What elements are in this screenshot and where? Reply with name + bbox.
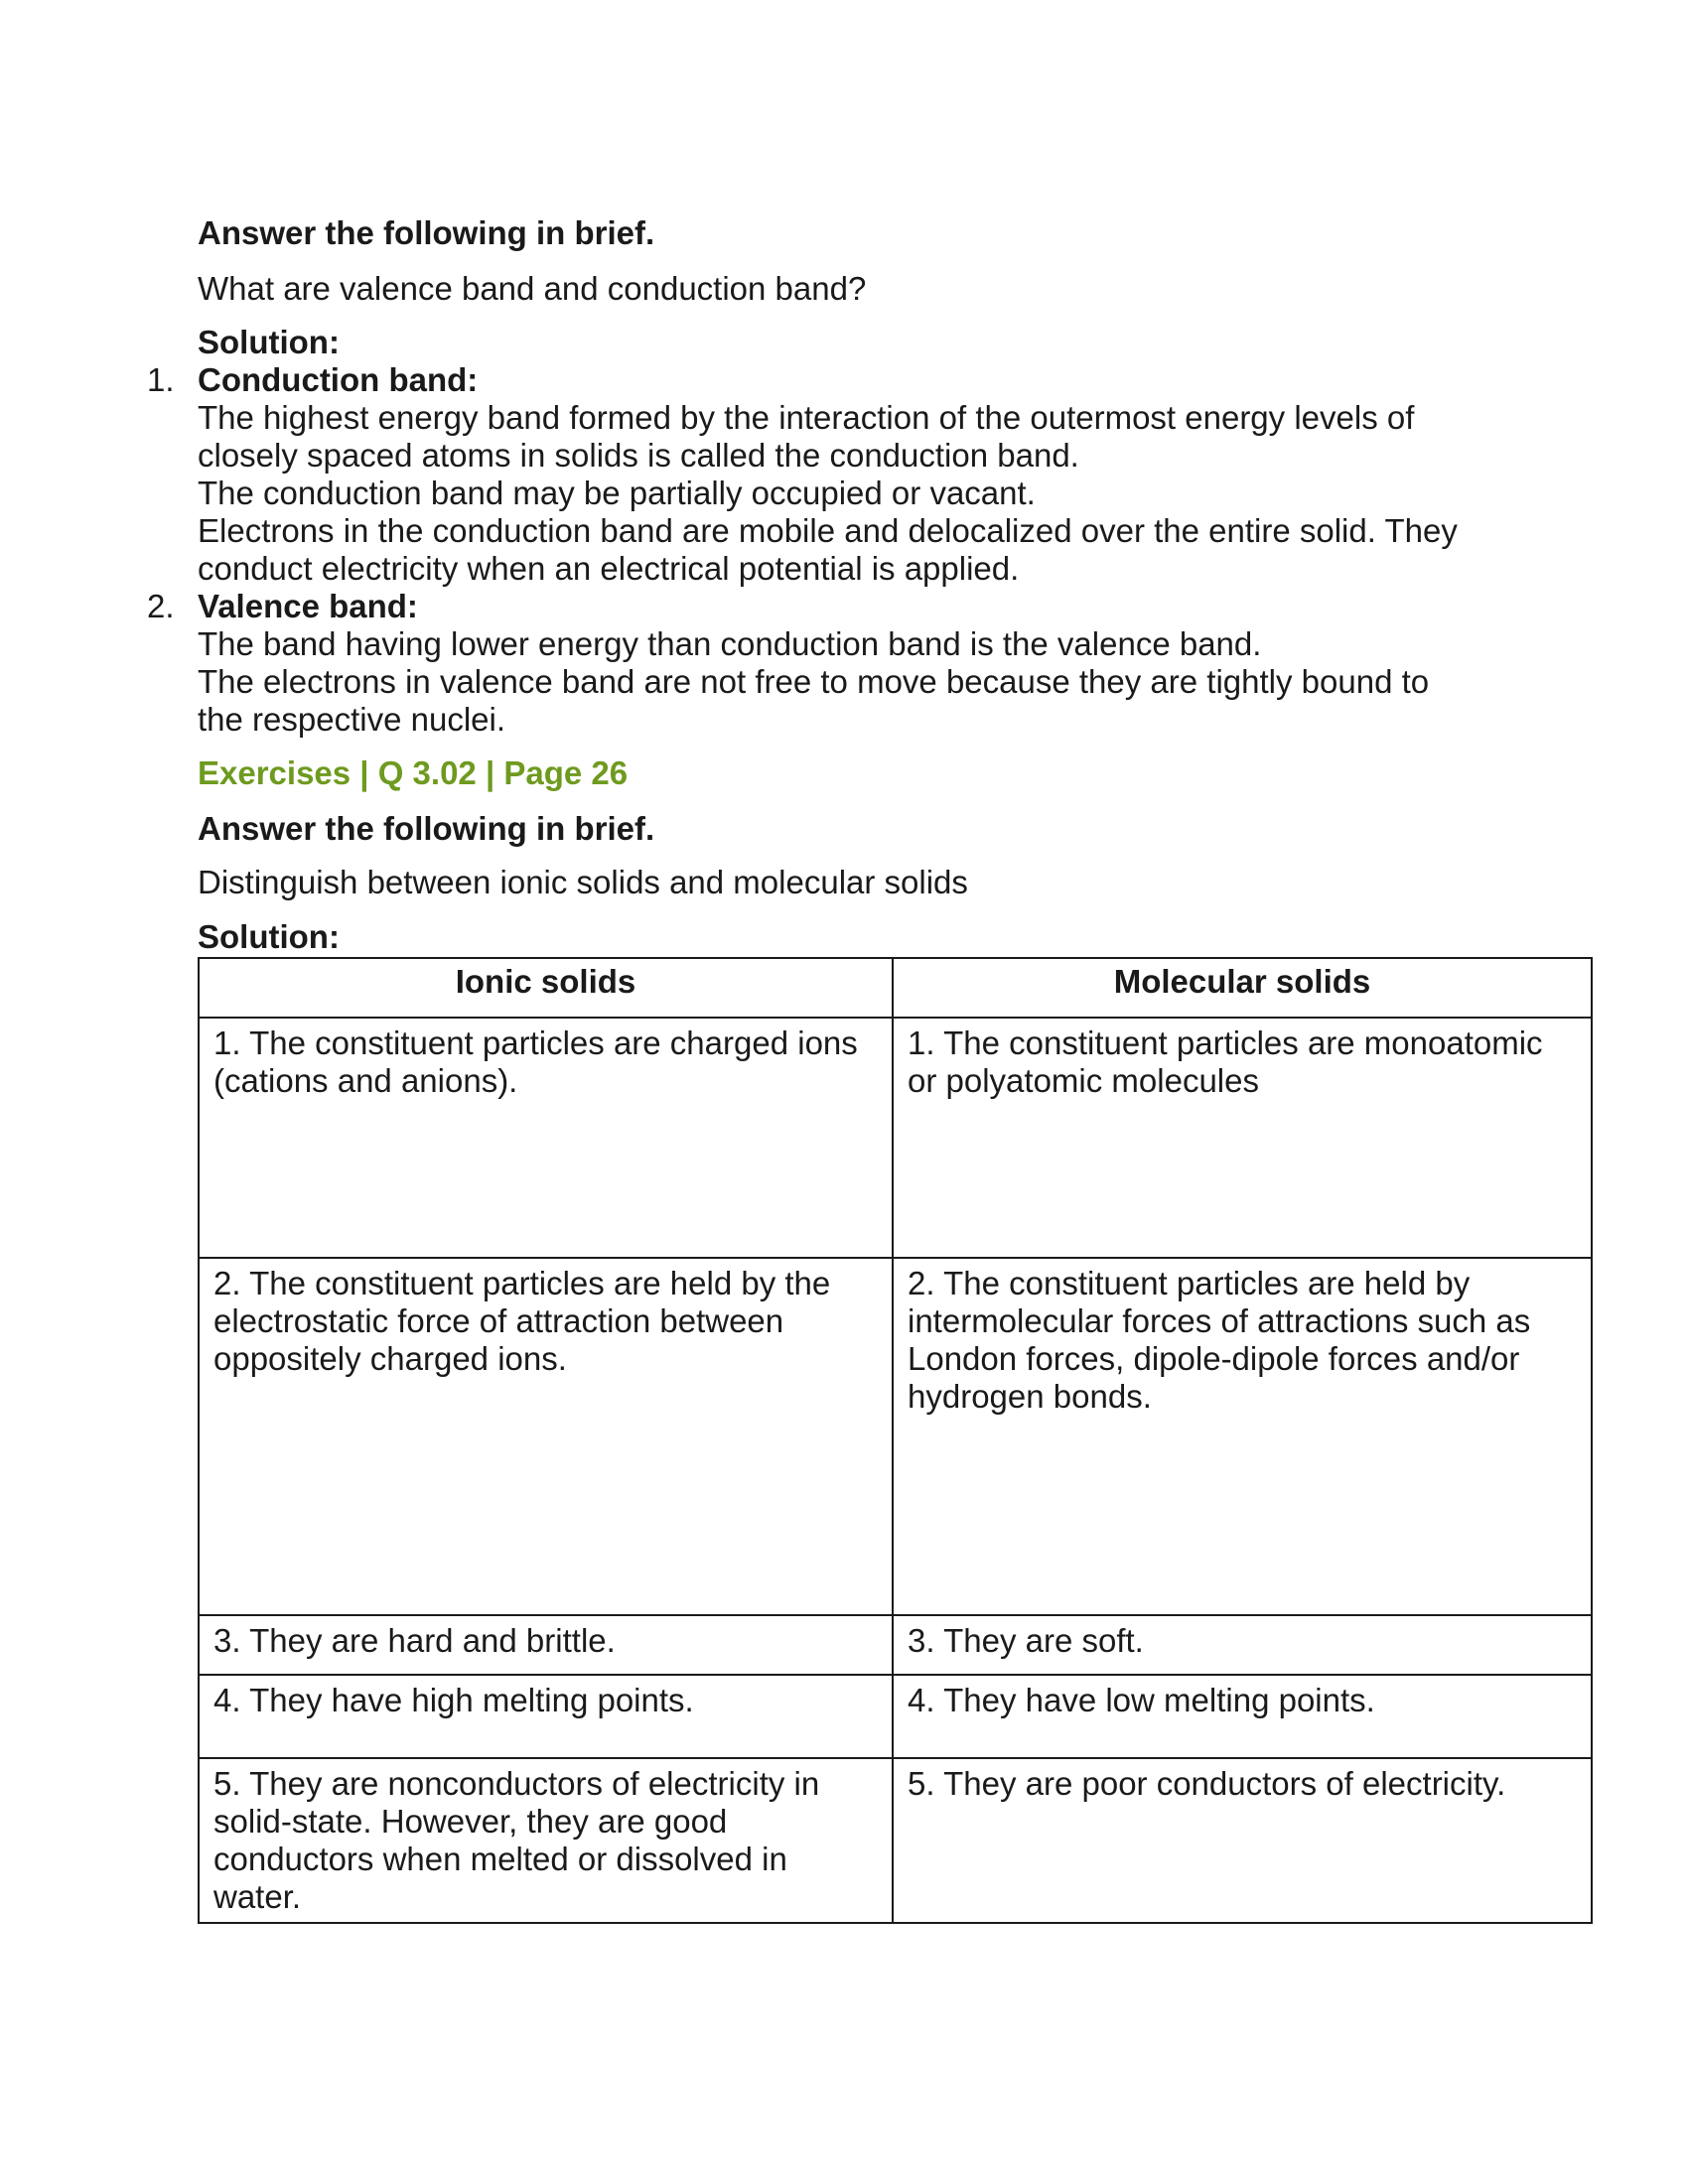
comparison-table bbox=[198, 957, 1593, 1924]
table-cell-ionic: 3. They are hard and brittle. bbox=[199, 1615, 893, 1675]
q1-item-1-title: Conduction band: bbox=[198, 361, 479, 398]
q1-item-2-line-2: The electrons in valence band are not free to move because they are tightly bound to bbox=[198, 663, 1430, 700]
table-row bbox=[199, 1675, 1592, 1758]
q1-item-1-line-5: conduct electricity when an electrical potential is applied. bbox=[198, 550, 1020, 587]
table-cell-molecular: 3. They are soft. bbox=[893, 1615, 1592, 1675]
q2-heading: Answer the following in brief. bbox=[198, 810, 655, 847]
table-row bbox=[199, 1615, 1592, 1675]
q1-solution-label: Solution: bbox=[198, 324, 340, 360]
header-ionic-solids: Ionic solids bbox=[199, 958, 893, 1018]
table-cell-ionic: 1. The constituent particles are charged ions (cations and anions). bbox=[199, 1018, 893, 1258]
table-cell-ionic: 2. The constituent particles are held by the electrostatic force of attraction between oppositely charged ions. bbox=[199, 1258, 893, 1615]
q1-item-1-line-1: The highest energy band formed by the interaction of the outermost energy levels of bbox=[198, 399, 1415, 436]
q1-item-1-line-4: Electrons in the conduction band are mobile and delocalized over the entire solid. They bbox=[198, 512, 1458, 549]
q1-item-1-line-3: The conduction band may be partially occupied or vacant. bbox=[198, 475, 1036, 511]
q2-reference-link[interactable]: Exercises | Q 3.02 | Page 26 bbox=[198, 754, 629, 791]
q1-item-1-line-2: closely spaced atoms in solids is called the conduction band. bbox=[198, 437, 1079, 474]
q1-heading: Answer the following in brief. bbox=[198, 214, 655, 251]
table-cell-molecular: 4. They have low melting points. bbox=[893, 1675, 1592, 1758]
q1-question: What are valence band and conduction band? bbox=[198, 270, 867, 307]
header-molecular-solids: Molecular solids bbox=[893, 958, 1592, 1018]
table-cell-molecular: 2. The constituent particles are held by intermolecular forces of attractions such as London forces, dipole-dipole forces and/or hydrogen bonds. bbox=[893, 1258, 1592, 1615]
q1-item-2-title: Valence band: bbox=[198, 588, 418, 624]
table-cell-ionic: 4. They have high melting points. bbox=[199, 1675, 893, 1758]
table-cell-ionic: 5. They are nonconductors of electricity in solid-state. However, they are good conductors when melted or dissolved in water. bbox=[199, 1758, 893, 1923]
table-row bbox=[199, 1018, 1592, 1258]
table-row bbox=[199, 1258, 1592, 1615]
q1-item-2-line-1: The band having lower energy than conduction band is the valence band. bbox=[198, 625, 1262, 662]
table-header-row bbox=[199, 958, 1592, 1018]
q1-item-2-number: 2. bbox=[147, 588, 175, 624]
q1-item-2-line-3: the respective nuclei. bbox=[198, 701, 506, 738]
table-cell-molecular: 1. The constituent particles are monoatomic or polyatomic molecules bbox=[893, 1018, 1592, 1258]
q2-solution-label: Solution: bbox=[198, 918, 340, 955]
q2-question: Distinguish between ionic solids and molecular solids bbox=[198, 864, 968, 900]
table-cell-molecular: 5. They are poor conductors of electricity. bbox=[893, 1758, 1592, 1923]
q1-item-1-number: 1. bbox=[147, 361, 175, 398]
table-row bbox=[199, 1758, 1592, 1923]
